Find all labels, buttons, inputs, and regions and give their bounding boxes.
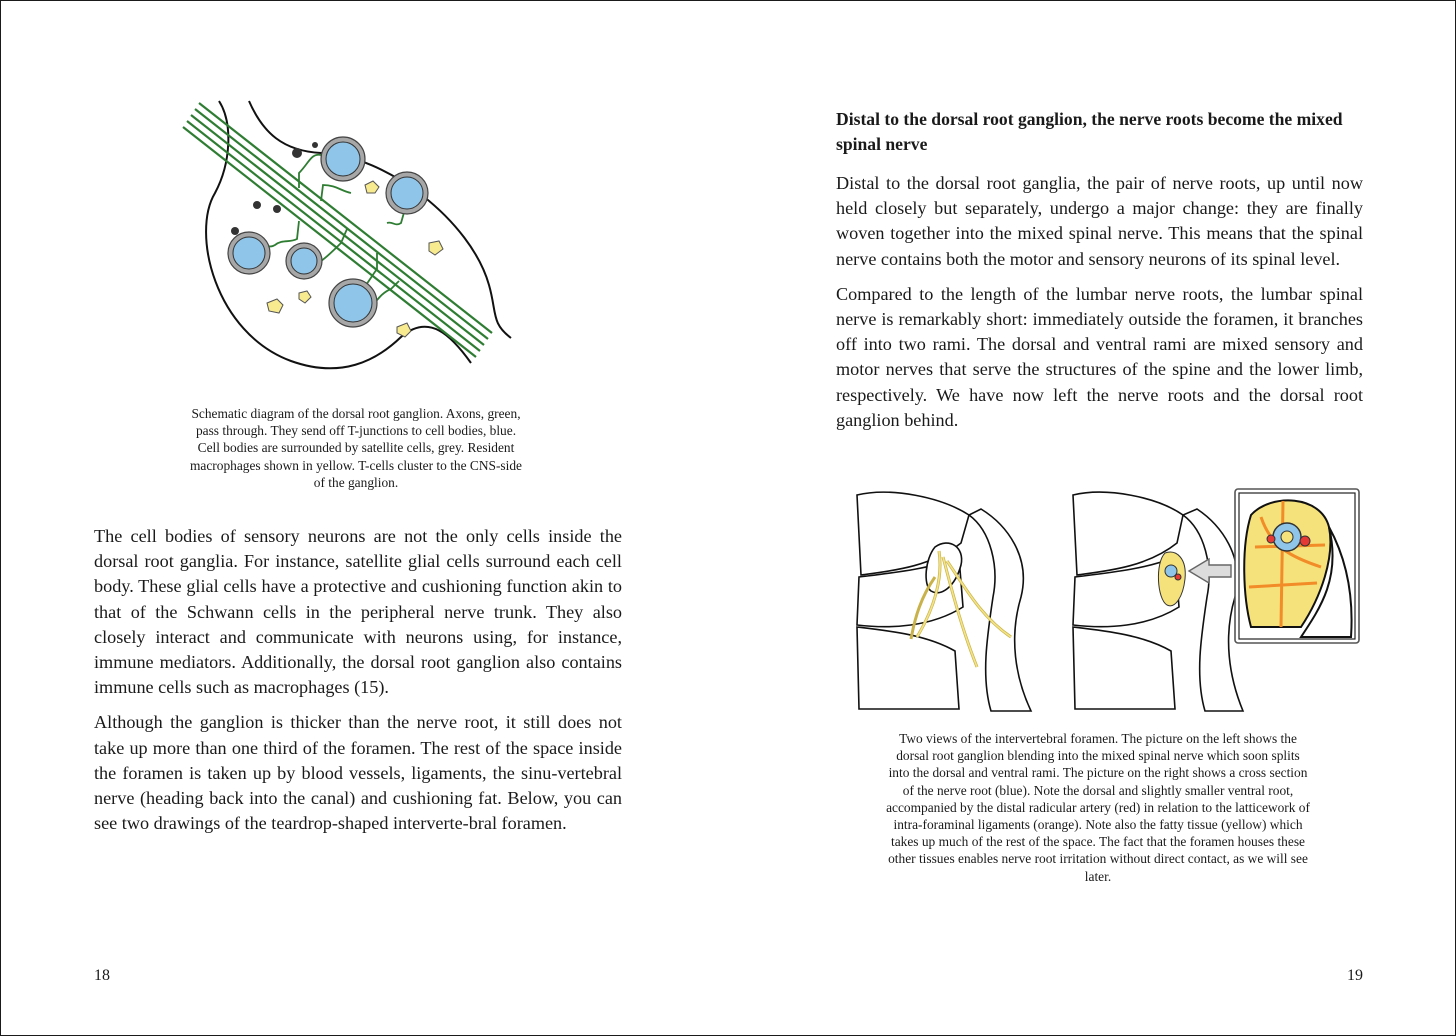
caption-line: later. (1084, 868, 1112, 884)
foramen-right-view (1073, 492, 1243, 711)
foramen-left-view (857, 492, 1031, 711)
caption-line: into the dorsal and ventral rami. The picture on the right shows a cross section (888, 765, 1308, 781)
caption-line: Schematic diagram of the dorsal root ganglion. Axons, green, (191, 406, 521, 421)
caption-line: Cell bodies are surrounded by satellite cells, grey. Resident (197, 440, 515, 456)
paragraph: The cell bodies of sensory neurons are not the only cells inside the dorsal root ganglia. For instance, satellite glial cells surround each cell body. These glial cells have a protective and cushioning function akin to that of the Schwann cells in the peripheral nerve trunk. They also closely interact and communicate with neurons using, for instance, immune mediators. Additionally, the dorsal root ganglion also contains immune cells such as macrophages (15). (94, 526, 622, 698)
foramen-figure-caption (848, 730, 1348, 885)
caption-line: accompanied by the distal radicular artery (red) in relation to the latticework of (886, 799, 1310, 815)
caption-line: pass through. They send off T-junctions to cell bodies, blue. (195, 423, 517, 439)
dorsal-root-ganglion-diagram (171, 93, 521, 393)
page-number: 19 (1347, 967, 1363, 984)
page-number: 18 (94, 967, 110, 984)
left-body-text (94, 524, 622, 846)
paragraph: Distal to the dorsal root ganglia, the pair of nerve roots, up until now held closely but separately, undergo a major change: they are finally woven together into the mixed spinal nerve. This means that the spinal nerve contains both the motor and sensory neurons of its spinal level. (836, 173, 1363, 269)
caption-line: takes up much of the rest of the space. The fact that the foramen houses these (891, 834, 1305, 850)
ganglion-figure-caption (151, 405, 561, 491)
intervertebral-foramen-diagram (831, 487, 1361, 719)
caption-line: of the nerve root (blue). Note the dorsal and slightly smaller ventral root, (902, 782, 1294, 798)
right-body-text (836, 171, 1363, 443)
right-page (728, 1, 1455, 1035)
caption-line: of the ganglion. (313, 474, 399, 490)
caption-line: intra-foraminal ligaments (orange). Note also the fatty tissue (yellow) which (893, 817, 1303, 833)
paragraph: Although the ganglion is thicker than the nerve root, it still does not take up more than one third of the foramen. The rest of the space inside the foramen is taken up by blood vessels, ligaments, the sinu-vertebral nerve (heading back into the canal) and cushioning fat. Below, you can see two drawings of the teardrop-shaped interverte-bral foramen. (94, 712, 622, 834)
caption-line: macrophages shown in yellow. T-cells cluster to the CNS-side (190, 457, 522, 473)
section-heading: Distal to the dorsal root ganglion, the nerve roots become the mixed spinal nerve (836, 109, 1343, 154)
caption-line: dorsal root ganglion blending into the mixed spinal nerve which soon splits (896, 748, 1300, 764)
left-page (1, 1, 728, 1035)
paragraph: Compared to the length of the lumbar nerve roots, the lumbar spinal nerve is remarkably short: immediately outside the foramen, it branches off into two rami. The dorsal and ventral rami are mixed sensory and motor nerves that serve the structures of the spine and the lower limb, respectively. We have now left the nerve roots and the dorsal root ganglion behind. (836, 283, 1363, 430)
cross-section-small (1158, 552, 1185, 606)
caption-line: other tissues enables nerve root irritation without direct contact, as we will see (888, 851, 1308, 867)
caption-line: Two views of the intervertebral foramen. The picture on the left shows the (899, 731, 1297, 746)
